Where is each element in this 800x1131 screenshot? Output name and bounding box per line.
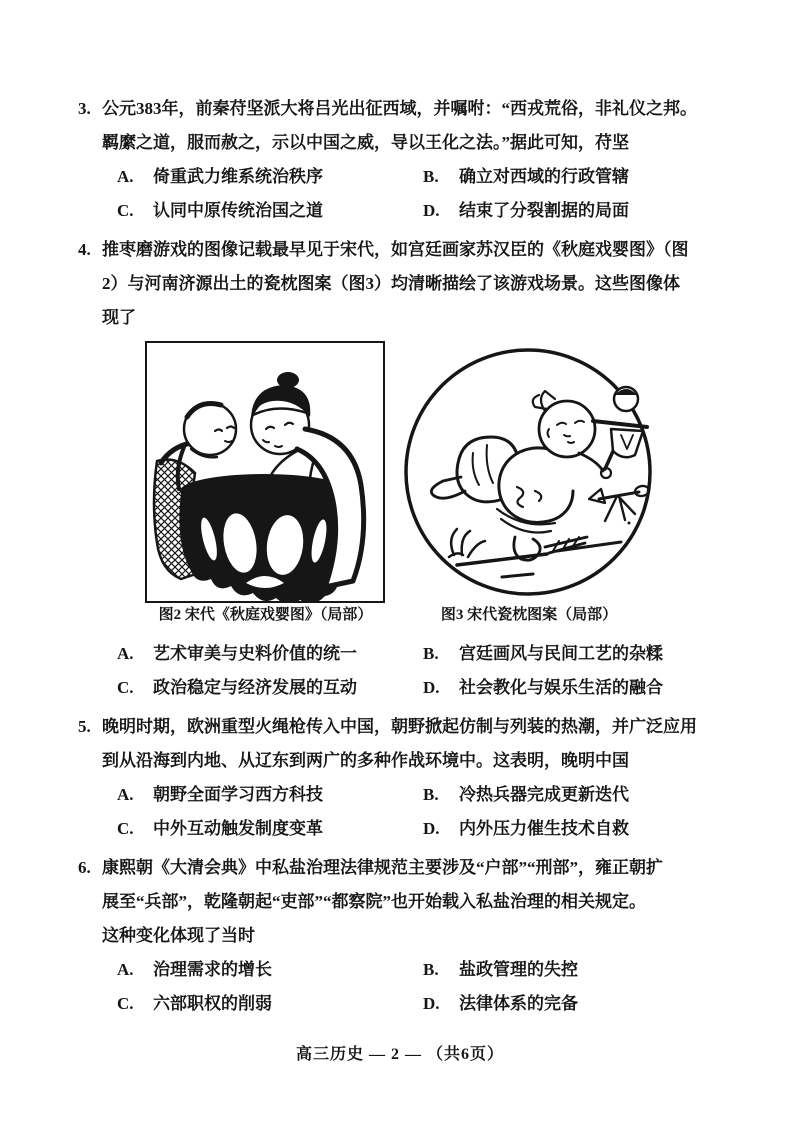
option-a bbox=[117, 778, 423, 812]
option-label: B. bbox=[423, 167, 439, 186]
option-b bbox=[423, 953, 578, 987]
question-stem-line bbox=[78, 92, 742, 126]
question-stem-line: 2）与河南济源出土的瓷枕图案（图3）均清晰描绘了该游戏场景。这些图像体 bbox=[102, 274, 680, 293]
option-text: 倚重武力维系统治秩序 bbox=[153, 167, 323, 186]
option-text: 艺术审美与史料价值的统一 bbox=[153, 644, 357, 663]
options-row bbox=[78, 637, 742, 671]
figure2-image bbox=[145, 341, 385, 603]
figure3-image bbox=[399, 341, 657, 603]
option-label: A. bbox=[117, 785, 134, 804]
option-c bbox=[117, 812, 423, 846]
option-text: 结束了分裂割据的局面 bbox=[459, 201, 629, 220]
options-row bbox=[78, 671, 742, 705]
option-label: C. bbox=[117, 201, 134, 220]
option-b bbox=[423, 778, 629, 812]
option-text: 内外压力催生技术自救 bbox=[459, 819, 629, 838]
options-row bbox=[78, 953, 742, 987]
question-stem-line: 展至“兵部”，乾隆朝起“吏部”“都察院”也开始载入私盐治理的相关规定。 bbox=[102, 892, 646, 911]
question-3 bbox=[78, 92, 742, 228]
question-6 bbox=[78, 851, 742, 1021]
question-number: 6. bbox=[78, 858, 91, 877]
question-stem-line bbox=[78, 233, 742, 267]
figure3-caption: 图3 宋代瓷枕图案（局部） bbox=[440, 607, 618, 623]
option-label: D. bbox=[423, 201, 440, 220]
stem-text: 推枣磨游戏的图像记载最早见于宋代，如宫廷画家苏汉臣的《秋庭戏婴图》（图 bbox=[102, 240, 689, 259]
option-text: 社会教化与娱乐生活的融合 bbox=[459, 678, 663, 697]
option-a bbox=[117, 637, 423, 671]
option-d bbox=[423, 812, 629, 846]
question-figures bbox=[145, 341, 742, 603]
option-a bbox=[117, 953, 423, 987]
option-c bbox=[117, 987, 423, 1021]
question-number: 4. bbox=[78, 240, 91, 259]
option-label: A. bbox=[117, 167, 134, 186]
option-label: A. bbox=[117, 960, 134, 979]
page-footer: 高三历史 — 2 — （共6页） bbox=[295, 1046, 504, 1063]
stem-text: 公元383年，前秦苻坚派大将吕光出征西域，并嘱咐：“西戎荒俗，非礼仪之邦。 bbox=[102, 99, 697, 118]
option-label: C. bbox=[117, 994, 134, 1013]
question-4 bbox=[78, 233, 742, 705]
option-text: 六部职权的削弱 bbox=[153, 994, 272, 1013]
figure2-illustration bbox=[147, 343, 383, 601]
option-label: D. bbox=[423, 994, 440, 1013]
option-c bbox=[117, 671, 423, 705]
option-text: 宫廷画风与民间工艺的杂糅 bbox=[459, 644, 663, 663]
question-stem-line: 到从沿海到内地、从辽东到两广的多种作战环境中。这表明，晚明中国 bbox=[102, 751, 629, 770]
option-text: 盐政管理的失控 bbox=[459, 960, 578, 979]
options-row bbox=[78, 987, 742, 1021]
options-row bbox=[78, 812, 742, 846]
option-b bbox=[423, 637, 663, 671]
options-row bbox=[78, 160, 742, 194]
option-label: B. bbox=[423, 960, 439, 979]
figure2-caption: 图2 宋代《秋庭戏婴图》（局部） bbox=[158, 607, 373, 623]
option-label: D. bbox=[423, 819, 440, 838]
option-d bbox=[423, 671, 663, 705]
option-text: 政治稳定与经济发展的互动 bbox=[153, 678, 357, 697]
option-text: 中外互动触发制度变革 bbox=[153, 819, 323, 838]
option-c bbox=[117, 194, 423, 228]
option-text: 治理需求的增长 bbox=[153, 960, 272, 979]
question-5 bbox=[78, 710, 742, 846]
option-text: 冷热兵器完成更新迭代 bbox=[459, 785, 629, 804]
option-label: C. bbox=[117, 819, 134, 838]
option-text: 确立对西域的行政管辖 bbox=[459, 167, 629, 186]
options-row bbox=[78, 194, 742, 228]
question-number: 3. bbox=[78, 99, 91, 118]
option-label: B. bbox=[423, 644, 439, 663]
option-label: A. bbox=[117, 644, 134, 663]
figure-captions bbox=[145, 603, 742, 627]
question-stem-line bbox=[78, 851, 742, 885]
option-a bbox=[117, 160, 423, 194]
option-text: 法律体系的完备 bbox=[459, 994, 578, 1013]
figure3-illustration bbox=[399, 341, 657, 603]
option-label: B. bbox=[423, 785, 439, 804]
option-d bbox=[423, 987, 578, 1021]
question-stem-line: 羁縻之道，服而赦之，示以中国之威，导以王化之法。”据此可知，苻坚 bbox=[102, 133, 629, 152]
stem-text: 晚明时期，欧洲重型火绳枪传入中国，朝野掀起仿制与列装的热潮，并广泛应用 bbox=[102, 717, 697, 736]
option-text: 认同中原传统治国之道 bbox=[153, 201, 323, 220]
option-label: C. bbox=[117, 678, 134, 697]
question-stem-line bbox=[78, 710, 742, 744]
option-d bbox=[423, 194, 629, 228]
option-b bbox=[423, 160, 629, 194]
question-stem-line: 现了 bbox=[102, 308, 136, 327]
option-label: D. bbox=[423, 678, 440, 697]
question-stem-line: 这种变化体现了当时 bbox=[102, 926, 255, 945]
question-number: 5. bbox=[78, 717, 91, 736]
stem-text: 康熙朝《大清会典》中私盐治理法律规范主要涉及“户部”“刑部”，雍正朝扩 bbox=[102, 858, 663, 877]
option-text: 朝野全面学习西方科技 bbox=[153, 785, 323, 804]
options-row bbox=[78, 778, 742, 812]
